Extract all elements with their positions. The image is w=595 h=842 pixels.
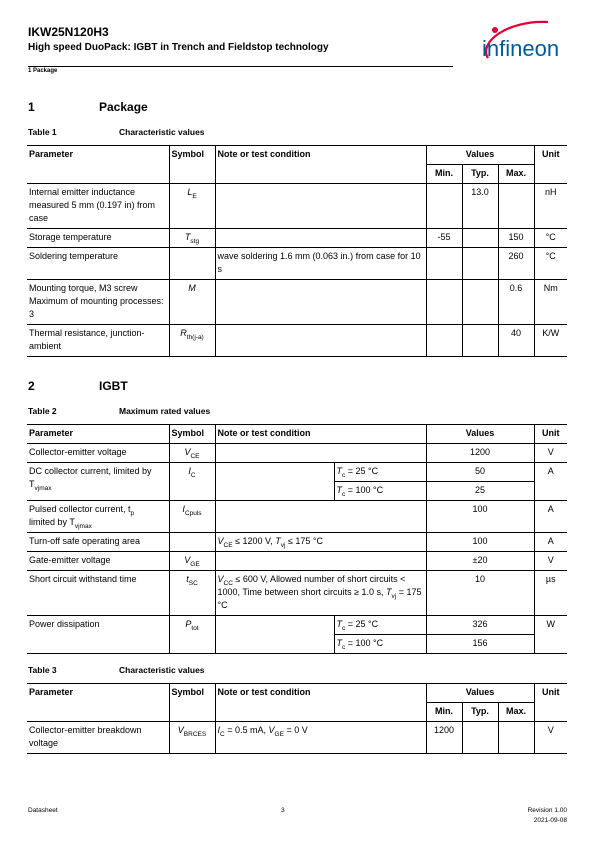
table-row xyxy=(27,184,567,229)
cell-unit: W xyxy=(534,616,567,654)
cell-unit: V xyxy=(534,552,567,571)
cell-unit: nH xyxy=(534,184,567,229)
cell-symbol: $t_{SC}$ xyxy=(169,571,215,616)
cell-parameter: Collector-emitter breakdown voltage xyxy=(27,722,169,754)
cell-symbol: $I_{Cpuls}$ xyxy=(169,501,215,533)
cell-parameter: Gate-emitter voltage xyxy=(27,552,169,571)
section-title: IGBT xyxy=(99,379,128,393)
header-min: Min. xyxy=(426,703,462,722)
cell-value: 10 xyxy=(426,571,534,616)
table-characteristic-values-package xyxy=(27,145,567,357)
cell-typ xyxy=(462,248,498,280)
header-symbol: Symbol xyxy=(169,146,215,184)
cell-unit: °C xyxy=(534,248,567,280)
table-maximum-rated-values xyxy=(27,424,567,654)
cell-parameter: Turn-off safe operating area xyxy=(27,533,169,552)
cell-value: 50 xyxy=(426,463,534,482)
cell-condition-sub: $T_c = 100$ °C xyxy=(334,482,426,501)
cell-unit: V xyxy=(534,722,567,754)
table-caption: Maximum rated values xyxy=(119,406,211,416)
cell-unit: K/W xyxy=(534,325,567,357)
header-symbol: Symbol xyxy=(169,425,215,444)
table-row xyxy=(27,571,567,616)
cell-unit: A xyxy=(534,463,567,501)
cell-unit: µs xyxy=(534,571,567,616)
cell-parameter: Storage temperature xyxy=(27,229,169,248)
cell-typ xyxy=(462,229,498,248)
cell-min xyxy=(426,280,462,325)
cell-unit: V xyxy=(534,444,567,463)
cell-symbol xyxy=(169,533,215,552)
cell-max xyxy=(498,722,534,754)
cell-typ xyxy=(462,280,498,325)
cell-symbol: $P_{tot}$ xyxy=(169,616,215,654)
cell-unit: °C xyxy=(534,229,567,248)
document-name: IKW25N120H3 xyxy=(28,25,109,39)
header-values: Values xyxy=(426,146,534,165)
breadcrumb: 1 Package xyxy=(28,68,58,74)
table-row xyxy=(27,463,567,482)
table-label: Table 2 xyxy=(28,406,57,416)
cell-condition xyxy=(215,280,426,325)
cell-condition-sub: $T_c = 25$ °C xyxy=(334,616,426,635)
header-values: Values xyxy=(426,425,534,444)
cell-symbol: $R_{th(j-a)}$ xyxy=(169,325,215,357)
cell-condition-sub: $T_c = 100$ °C xyxy=(334,635,426,654)
cell-condition: wave soldering 1.6 mm (0.063 in.) from case for 10 s xyxy=(215,248,426,280)
section-title: Package xyxy=(99,100,148,114)
cell-condition-sub: $T_c = 25$ °C xyxy=(334,463,426,482)
cell-symbol: $V_{CE}$ xyxy=(169,444,215,463)
table-label: Table 3 xyxy=(28,665,57,675)
cell-unit: Nm xyxy=(534,280,567,325)
table-characteristic-values-igbt xyxy=(27,683,567,754)
svg-text:infineon: infineon xyxy=(482,36,560,61)
cell-unit: A xyxy=(534,533,567,552)
cell-condition xyxy=(215,444,426,463)
table-row xyxy=(27,616,567,635)
cell-symbol: $T_{stg}$ xyxy=(169,229,215,248)
header-rule xyxy=(28,66,453,67)
cell-condition xyxy=(215,552,426,571)
footer-doc-type: Datasheet xyxy=(28,807,58,814)
header-condition: Note or test condition xyxy=(215,684,426,722)
cell-condition xyxy=(215,463,334,501)
cell-parameter: DC collector current, limited by $T_{vjmax}$ xyxy=(27,463,169,501)
cell-condition xyxy=(215,501,426,533)
cell-value: 156 xyxy=(426,635,534,654)
header-unit: Unit xyxy=(534,146,567,184)
cell-min xyxy=(426,184,462,229)
cell-parameter: Thermal resistance, junction-ambient xyxy=(27,325,169,357)
cell-typ: 13.0 xyxy=(462,184,498,229)
cell-condition xyxy=(215,184,426,229)
table-caption: Characteristic values xyxy=(119,665,205,675)
header-unit: Unit xyxy=(534,425,567,444)
cell-condition xyxy=(215,325,426,357)
cell-typ xyxy=(462,325,498,357)
table-row xyxy=(27,280,567,325)
table-row xyxy=(27,552,567,571)
footer-date: 2021-09-08 xyxy=(533,817,567,824)
table-row xyxy=(27,444,567,463)
cell-condition xyxy=(215,616,334,654)
header-typ: Typ. xyxy=(462,165,498,184)
cell-max xyxy=(498,184,534,229)
cell-unit: A xyxy=(534,501,567,533)
table-row xyxy=(27,248,567,280)
cell-value: 326 xyxy=(426,616,534,635)
cell-max: 260 xyxy=(498,248,534,280)
table-header-row xyxy=(27,146,567,165)
header-condition: Note or test condition xyxy=(215,146,426,184)
cell-parameter: Collector-emitter voltage xyxy=(27,444,169,463)
cell-max: 0.6 xyxy=(498,280,534,325)
cell-typ xyxy=(462,722,498,754)
header-unit: Unit xyxy=(534,684,567,722)
cell-symbol: $L_E$ xyxy=(169,184,215,229)
header-parameter: Parameter xyxy=(27,425,169,444)
header-typ: Typ. xyxy=(462,703,498,722)
cell-symbol: $V_{BRCES}$ xyxy=(169,722,215,754)
cell-parameter: Pulsed collector current, $t_p$ limited by $T_{vjmax}$ xyxy=(27,501,169,533)
cell-symbol: M xyxy=(169,280,215,325)
infineon-logo xyxy=(478,18,582,64)
cell-value: 1200 xyxy=(426,444,534,463)
document-subtitle: High speed DuoPack: IGBT in Trench and Fieldstop technology xyxy=(28,42,329,53)
table-header-row xyxy=(27,425,567,444)
cell-condition: $I_C = 0.5$ mA, $V_{GE} = 0$ V xyxy=(215,722,426,754)
cell-parameter: Mounting torque, M3 screw Maximum of mounting processes: 3 xyxy=(27,280,169,325)
cell-condition: $V_{CE} \le 1200$ V, $T_{vj} \le 175$ °C xyxy=(215,533,426,552)
cell-parameter: Short circuit withstand time xyxy=(27,571,169,616)
cell-symbol: $V_{GE}$ xyxy=(169,552,215,571)
footer-page-number: 3 xyxy=(281,807,285,814)
table-row xyxy=(27,229,567,248)
cell-parameter: Soldering temperature xyxy=(27,248,169,280)
table-header-row xyxy=(27,684,567,703)
header-min: Min. xyxy=(426,165,462,184)
cell-value: ±20 xyxy=(426,552,534,571)
section-number: 2 xyxy=(28,379,35,393)
cell-min xyxy=(426,248,462,280)
cell-symbol xyxy=(169,248,215,280)
table-row xyxy=(27,722,567,754)
footer-revision: Revision 1.00 xyxy=(527,807,567,814)
header-parameter: Parameter xyxy=(27,684,169,722)
table-row xyxy=(27,325,567,357)
cell-parameter: Internal emitter inductance measured 5 mm (0.197 in) from case xyxy=(27,184,169,229)
cell-max: 150 xyxy=(498,229,534,248)
table-label: Table 1 xyxy=(28,127,57,137)
cell-parameter: Power dissipation xyxy=(27,616,169,654)
cell-condition: $V_{CC} \le 600$ V, Allowed number of short circuits < 1000, Time between short circuits ≥ 1.0 s, $T_{vj} = 175$ °C xyxy=(215,571,426,616)
cell-value: 100 xyxy=(426,533,534,552)
table-row xyxy=(27,501,567,533)
cell-min xyxy=(426,325,462,357)
header-values: Values xyxy=(426,684,534,703)
cell-symbol: $I_C$ xyxy=(169,463,215,501)
header-max: Max. xyxy=(498,165,534,184)
section-number: 1 xyxy=(28,100,35,114)
table-caption: Characteristic values xyxy=(119,127,205,137)
cell-min: -55 xyxy=(426,229,462,248)
cell-max: 40 xyxy=(498,325,534,357)
cell-value: 100 xyxy=(426,501,534,533)
table-row xyxy=(27,533,567,552)
cell-min: 1200 xyxy=(426,722,462,754)
header-symbol: Symbol xyxy=(169,684,215,722)
header-condition: Note or test condition xyxy=(215,425,426,444)
header-max: Max. xyxy=(498,703,534,722)
cell-value: 25 xyxy=(426,482,534,501)
cell-condition xyxy=(215,229,426,248)
header-parameter: Parameter xyxy=(27,146,169,184)
